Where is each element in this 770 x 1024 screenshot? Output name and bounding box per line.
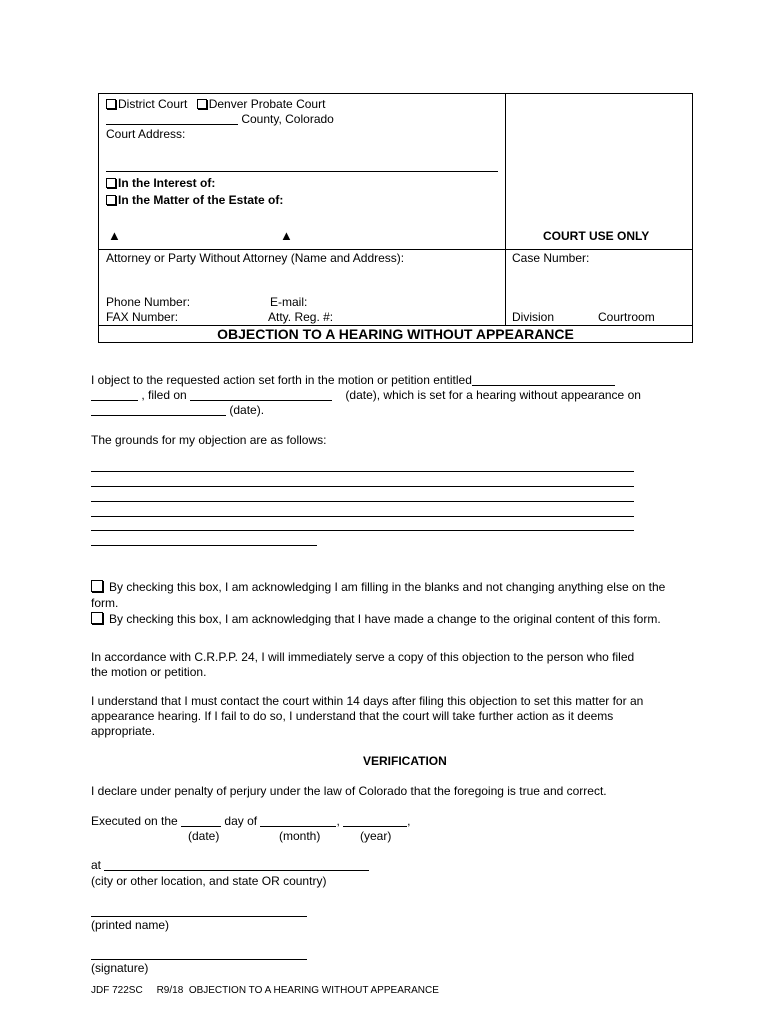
county-blank[interactable] xyxy=(106,113,238,125)
no-change-checkbox[interactable] xyxy=(91,580,103,592)
printed-name-line[interactable] xyxy=(91,916,307,917)
case-number-label: Case Number: xyxy=(512,251,590,265)
estate-of-label: In the Matter of the Estate of: xyxy=(118,193,284,207)
email-label: E-mail: xyxy=(270,295,308,309)
crpp-line2: the motion or petition. xyxy=(91,665,207,679)
check2-text: By checking this box, I am acknowledging that I have made a change to the original content of this form. xyxy=(109,612,661,626)
day-of-text: day of xyxy=(224,814,258,828)
filed-date-blank[interactable] xyxy=(190,389,332,401)
executed-row: Executed on the day of , , xyxy=(91,814,411,828)
changed-checkbox[interactable] xyxy=(91,612,103,624)
grounds-line-4[interactable] xyxy=(91,516,634,517)
objection-line3 xyxy=(91,403,264,417)
understand-line2: appearance hearing. If I fail to do so, I understand that the court will take further action as it deems xyxy=(91,709,614,723)
declare-text: I declare under penalty of perjury under the law of Colorado that the foregoing is true and correct. xyxy=(91,784,607,798)
caption-divider-vertical xyxy=(505,93,506,325)
check1-row xyxy=(91,580,665,594)
hearing-date-blank[interactable] xyxy=(91,404,226,416)
triangle-left-icon: ▲ xyxy=(108,228,121,243)
hearing-date-text: (date), which is set for a hearing without appearance on xyxy=(345,388,641,402)
county-row xyxy=(106,112,334,126)
understand-line3: appropriate. xyxy=(91,724,156,738)
triangle-right-icon: ▲ xyxy=(280,228,293,243)
court-use-only: COURT USE ONLY xyxy=(543,229,650,243)
grounds-line-2[interactable] xyxy=(91,486,634,487)
grounds-line-6[interactable] xyxy=(91,545,317,546)
location-label: (city or other location, and state OR country) xyxy=(91,874,327,888)
division-label: Division xyxy=(512,310,555,324)
court-address-label: Court Address: xyxy=(106,127,186,141)
denver-probate-label: Denver Probate Court xyxy=(208,97,326,111)
grounds-line-5[interactable] xyxy=(91,530,634,531)
fax-label: FAX Number: xyxy=(106,310,179,324)
objection-text-1: I object to the requested action set forth in the motion or petition entitled xyxy=(91,373,472,387)
crpp-line1: In accordance with C.R.P.P. 24, I will immediately serve a copy of this objection to the person who filed xyxy=(91,650,635,664)
grounds-line-1[interactable] xyxy=(91,471,634,472)
county-label: County, Colorado xyxy=(241,112,334,126)
month-label: (month) xyxy=(279,829,321,843)
interest-of-row xyxy=(106,176,215,190)
filed-on-text: , filed on xyxy=(141,388,187,402)
month-blank[interactable] xyxy=(260,815,336,827)
date-label: (date) xyxy=(188,829,220,843)
objection-line1 xyxy=(91,373,615,387)
estate-of-checkbox[interactable] xyxy=(106,195,116,205)
year-label: (year) xyxy=(360,829,392,843)
caption-divider-row1 xyxy=(98,249,693,250)
grounds-line-3[interactable] xyxy=(91,501,634,502)
date-end-text: (date). xyxy=(229,403,265,417)
check1-text: By checking this box, I am acknowledging I am filling in the blanks and not changing anything else on the xyxy=(109,580,666,594)
year-blank[interactable] xyxy=(343,815,407,827)
check2-row xyxy=(91,612,661,626)
check1-line2: form. xyxy=(91,596,119,610)
location-blank[interactable] xyxy=(104,859,369,871)
interest-of-label: In the Interest of: xyxy=(118,176,216,190)
grounds-label: The grounds for my objection are as follows: xyxy=(91,433,327,447)
at-text: at xyxy=(91,858,102,872)
petition-title-blank-2[interactable] xyxy=(91,389,138,401)
objection-line2 xyxy=(91,388,641,402)
footer: JDF 722SC R9/18 OBJECTION TO A HEARING WITHOUT APPEARANCE xyxy=(91,985,439,996)
signature-label: (signature) xyxy=(91,961,149,975)
day-blank[interactable] xyxy=(181,815,221,827)
at-row xyxy=(91,858,369,872)
estate-of-row xyxy=(106,193,283,207)
court-address-line xyxy=(106,171,498,172)
courtroom-label: Courtroom xyxy=(598,310,655,324)
printed-name-label: (printed name) xyxy=(91,918,170,932)
executed-text: Executed on the xyxy=(91,814,178,828)
phone-label: Phone Number: xyxy=(106,295,191,309)
atty-reg-label: Atty. Reg. #: xyxy=(268,310,334,324)
signature-line[interactable] xyxy=(91,959,307,960)
district-court-checkbox[interactable] xyxy=(106,99,116,109)
interest-of-checkbox[interactable] xyxy=(106,178,116,188)
district-court-label: District Court xyxy=(118,97,188,111)
petition-title-blank[interactable] xyxy=(472,374,615,386)
denver-probate-checkbox[interactable] xyxy=(197,99,207,109)
court-selection xyxy=(106,97,325,111)
understand-line1: I understand that I must contact the court within 14 days after filing this objection to set this matter for an xyxy=(91,694,644,708)
attorney-label: Attorney or Party Without Attorney (Name and Address): xyxy=(106,251,405,265)
verification-heading: VERIFICATION xyxy=(363,754,447,768)
form-title: OBJECTION TO A HEARING WITHOUT APPEARANCE xyxy=(217,326,574,342)
